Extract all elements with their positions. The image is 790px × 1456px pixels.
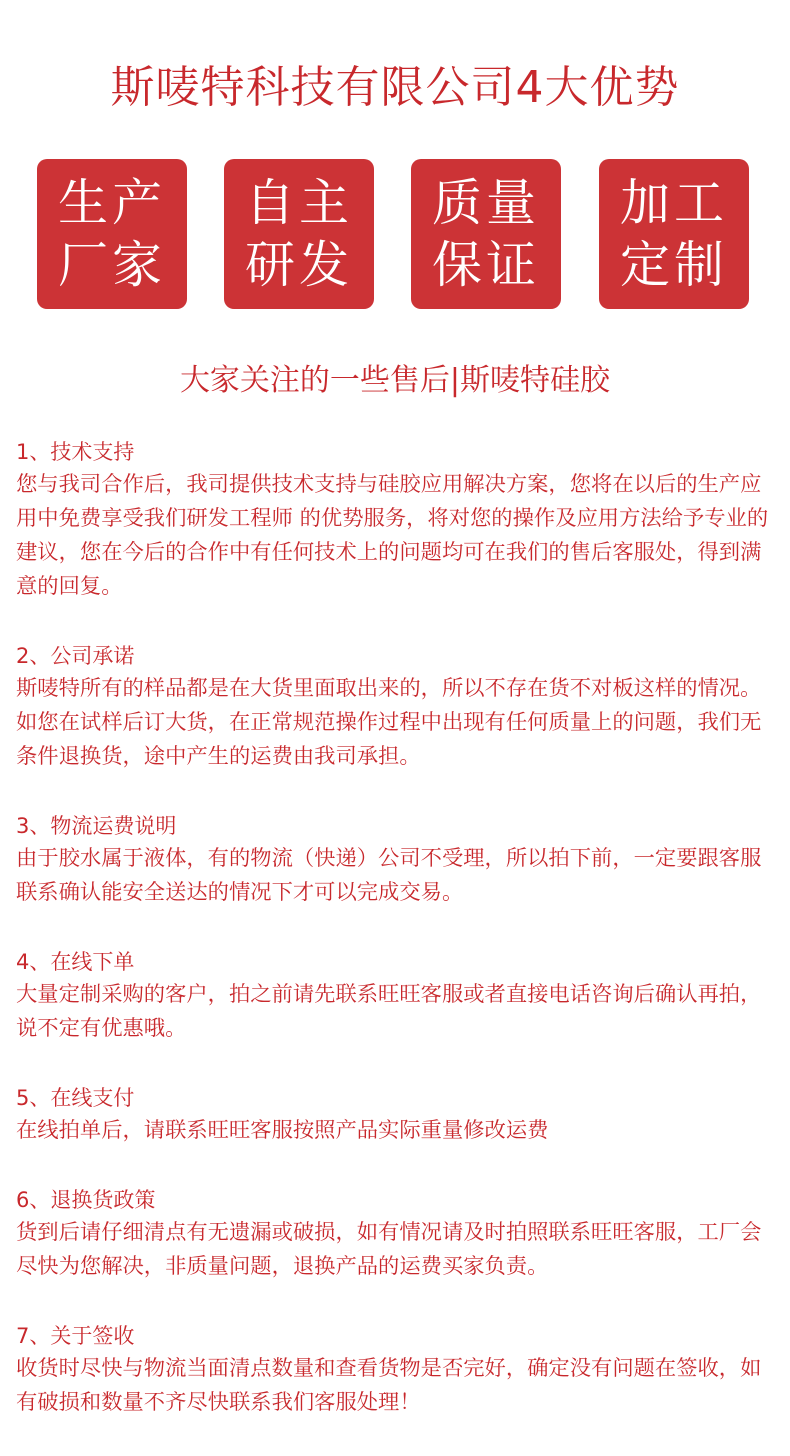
item-title: 2、公司承诺 — [16, 644, 135, 668]
after-sales-item — [16, 436, 776, 604]
item-title: 1、技术支持 — [16, 440, 135, 464]
after-sales-item — [16, 946, 776, 1046]
page-title: 斯唛特科技有限公司4大优势 — [110, 62, 680, 113]
advantage-box-production — [37, 159, 187, 309]
advantage-label-top: 生产 — [58, 174, 166, 232]
advantage-box-customization — [599, 159, 749, 309]
item-body: 货到后请仔细清点有无遗漏或破损，如有情况请及时拍照联系旺旺客服，工厂会尽快为您解决，非质量问题，退换产品的运费买家负责。 — [16, 1220, 762, 1279]
item-body: 斯唛特所有的样品都是在大货里面取出来的，所以不存在货不对板这样的情况。如您在试样后订大货，在正常规范操作过程中出现有任何质量上的问题，我们无条件退换货，途中产生的运费由我司承担。 — [16, 676, 762, 769]
advantage-label-top: 自主 — [245, 174, 353, 232]
after-sales-item — [16, 640, 776, 774]
item-title: 5、在线支付 — [16, 1086, 135, 1110]
advantage-label-bottom: 研发 — [245, 236, 353, 294]
advantage-box-rnd — [224, 159, 374, 309]
item-body: 由于胶水属于液体，有的物流（快递）公司不受理，所以拍下前，一定要跟客服联系确认能安全送达的情况下才可以完成交易。 — [16, 846, 762, 905]
item-body: 大量定制采购的客户，拍之前请先联系旺旺客服或者直接电话咨询后确认再拍，说不定有优惠哦。 — [16, 982, 762, 1041]
advantage-grid — [0, 159, 790, 309]
advantage-label-bottom: 定制 — [620, 236, 728, 294]
item-body: 在线拍单后，请联系旺旺客服按照产品实际重量修改运费 — [16, 1118, 549, 1143]
after-sales-item — [16, 1320, 776, 1420]
after-sales-item — [16, 1082, 776, 1148]
item-title: 3、物流运费说明 — [16, 814, 177, 838]
item-body: 您与我司合作后，我司提供技术支持与硅胶应用解决方案，您将在以后的生产应用中免费享受我们研发工程师 的优势服务，将对您的操作及应用方法给予专业的建议，您在今后的合作中有任何技术上的问题均可在我们的售后客服处，得到满意的回复。 — [16, 472, 769, 599]
after-sales-list — [16, 436, 776, 1456]
after-sales-item — [16, 1184, 776, 1284]
after-sales-item — [16, 810, 776, 910]
advantage-label-bottom: 厂家 — [58, 236, 166, 294]
item-title: 6、退换货政策 — [16, 1188, 156, 1212]
item-body: 收货时尽快与物流当面清点数量和查看货物是否完好，确定没有问题在签收，如有破损和数量不齐尽快联系我们客服处理！ — [16, 1356, 762, 1415]
item-title: 7、关于签收 — [16, 1324, 135, 1348]
item-title: 4、在线下单 — [16, 950, 135, 974]
advantage-box-quality — [411, 159, 561, 309]
advantage-label-bottom: 保证 — [432, 236, 540, 294]
advantage-label-top: 加工 — [620, 174, 728, 232]
advantage-label-top: 质量 — [432, 174, 540, 232]
section-heading: 大家关注的一些售后|斯唛特硅胶 — [179, 363, 611, 398]
